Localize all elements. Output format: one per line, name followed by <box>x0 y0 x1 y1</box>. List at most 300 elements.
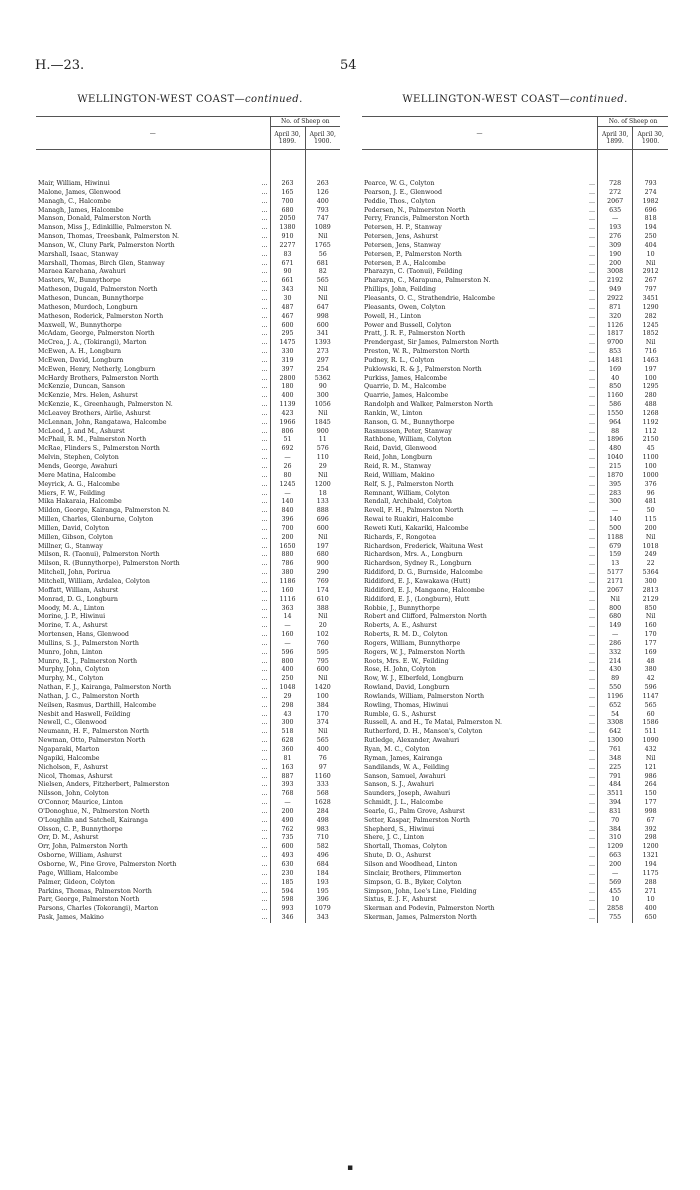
sheep-1899: 880 <box>270 551 305 560</box>
sheep-1900: 680 <box>316 551 329 559</box>
leader-dots: ... <box>261 728 268 736</box>
sheep-1900: 112 <box>644 427 657 435</box>
leader-dots: ... <box>589 480 596 488</box>
table-row <box>362 525 668 534</box>
holder-name: Melvin, Stephen, Colyton ... <box>36 454 270 463</box>
sheep-1900: 174 <box>316 586 329 594</box>
holder-name: O'Connor, Maurice, Linton ... <box>36 799 270 808</box>
holder-name: Rogers, W. J., Palmerston North ... <box>362 649 598 658</box>
leader-dots: ... <box>589 834 596 842</box>
holder-name: Purkiss, James, Halcombe ... <box>362 375 598 384</box>
leader-dots: ... <box>589 392 596 400</box>
holder-name: Schmidt, J. L., Halcombe ... <box>362 799 598 808</box>
sheep-1900: 647 <box>316 303 329 311</box>
sheep-1899: 276 <box>598 233 633 242</box>
sheep-1900: 511 <box>644 728 657 736</box>
holder-name: Phillips, John, Feilding ... <box>362 286 598 295</box>
leader-dots: ... <box>261 516 268 524</box>
holder-name: Pudney, R. L., Colyton ... <box>362 357 598 366</box>
sheep-1899: 2050 <box>270 215 305 224</box>
sheep-1900: Nil <box>317 675 328 683</box>
table-row <box>362 746 668 755</box>
holder-name: McLennan, John, Rangatawa, Halcombe ... <box>36 419 270 428</box>
holder-name: Setter, Kaspar, Palmerston North ... <box>362 817 598 826</box>
leader-dots: ... <box>589 807 596 815</box>
leader-dots: ... <box>261 268 268 276</box>
table-row <box>362 719 668 728</box>
left-col-1899: April 30, 1899. <box>270 127 305 150</box>
holder-name: Millen, Gibson, Colyton ... <box>36 534 270 543</box>
holder-name: Ngapiki, Halcombe ... <box>36 755 270 764</box>
table-row <box>362 543 668 552</box>
sheep-1899: 484 <box>598 781 633 790</box>
sheep-1900: 1982 <box>642 197 659 205</box>
sheep-1899: 26 <box>270 463 305 472</box>
sheep-1900: 793 <box>644 180 657 188</box>
sheep-1900: 1268 <box>642 409 659 417</box>
table-row <box>36 808 340 817</box>
sheep-1899: 1196 <box>598 693 633 702</box>
leader-dots: ... <box>589 878 596 886</box>
table-row <box>362 684 668 693</box>
sheep-1900: Nil <box>645 754 656 762</box>
sheep-1899: 309 <box>598 242 633 251</box>
sheep-1900: 264 <box>644 781 657 789</box>
leader-dots: ... <box>261 701 268 709</box>
leader-dots: ... <box>261 737 268 745</box>
sheep-1899: 283 <box>598 490 633 499</box>
page-ref: H.—23. <box>35 58 85 73</box>
sheep-1899: 193 <box>598 224 633 233</box>
holder-name: Riddiford, E. J., (Longburn), Hutt ... <box>362 596 598 605</box>
sheep-1899: Nil <box>598 596 633 605</box>
holder-name: Reid, David, Glenwood ... <box>362 445 598 454</box>
holder-name: Pask, James, Makino ... <box>36 914 270 923</box>
holder-name: Pharazyn, C., Marapuna, Palmerston N. ... <box>362 277 598 286</box>
sheep-1900: 284 <box>316 807 329 815</box>
sheep-1900: 48 <box>646 657 655 665</box>
sheep-1899: 159 <box>598 551 633 560</box>
sheep-1899: 586 <box>598 401 633 410</box>
table-row <box>362 277 668 286</box>
leader-dots: ... <box>589 250 596 258</box>
leader-dots: ... <box>589 303 596 311</box>
table-row <box>362 622 668 631</box>
table-row <box>362 534 668 543</box>
sheep-1900: 696 <box>316 516 329 524</box>
sheep-1900: 396 <box>316 896 329 904</box>
sheep-1899: 490 <box>270 817 305 826</box>
table-row <box>36 375 340 384</box>
holder-name: Orr, D. M., Ashurst ... <box>36 834 270 843</box>
table-row <box>36 675 340 684</box>
table-row <box>362 490 668 499</box>
holder-name: Parsons, Charles (Tokorangi), Marton ... <box>36 905 270 914</box>
table-row <box>36 622 340 631</box>
table-row <box>36 834 340 843</box>
leader-dots: ... <box>261 339 268 347</box>
sheep-1899: 1188 <box>598 534 633 543</box>
sheep-1900: 681 <box>316 259 329 267</box>
leader-dots: ... <box>589 436 596 444</box>
sheep-1899: 263 <box>270 150 305 189</box>
sheep-1900: 343 <box>316 914 329 922</box>
sheep-1899: 1160 <box>598 392 633 401</box>
holder-name: Reid, William, Makino ... <box>362 472 598 481</box>
leader-dots: ... <box>589 737 596 745</box>
sheep-1899: 671 <box>270 260 305 269</box>
table-row <box>362 428 668 437</box>
leader-dots: ... <box>589 427 596 435</box>
table-row <box>36 215 340 224</box>
holder-name: Matheson, Duncan, Bunnythorpe ... <box>36 295 270 304</box>
sheep-1899: 1380 <box>270 224 305 233</box>
sheep-1900: 888 <box>316 507 329 515</box>
holder-name: McKenzie, K., Greenhaugh, Palmerston N. ... <box>36 401 270 410</box>
sheep-1899: 30 <box>270 295 305 304</box>
holder-name: Rasmussen, Peter, Stanway ... <box>362 428 598 437</box>
holder-name: Osborne, William, Ashurst ... <box>36 852 270 861</box>
holder-name: Meyrick, A. G., Halcombe ... <box>36 481 270 490</box>
table-row <box>36 781 340 790</box>
sheep-1899: 80 <box>270 472 305 481</box>
sheep-1900: 610 <box>316 595 329 603</box>
holder-name: Mullins, S. J., Palmerston North ... <box>36 640 270 649</box>
sheep-1899: — <box>598 631 633 640</box>
sheep-1899: 215 <box>598 463 633 472</box>
leader-dots: ... <box>261 356 268 364</box>
table-row <box>36 490 340 499</box>
leader-dots: ... <box>261 480 268 488</box>
sheep-1899: 467 <box>270 313 305 322</box>
table-row <box>36 649 340 658</box>
sheep-1900: 1018 <box>642 542 659 550</box>
holder-name: Rankin, W., Linton ... <box>362 410 598 419</box>
table-row <box>36 366 340 375</box>
sheep-1899: 735 <box>270 834 305 843</box>
table-row <box>362 150 668 189</box>
table-row <box>362 693 668 702</box>
leader-dots: ... <box>589 215 596 223</box>
sheep-1899: 853 <box>598 348 633 357</box>
table-row <box>362 224 668 233</box>
holder-name: O'Loughlin and Satchell, Kairanga ... <box>36 817 270 826</box>
holder-name: Monrad, D. G., Longburn ... <box>36 596 270 605</box>
table-row <box>362 790 668 799</box>
sheep-1899: 169 <box>598 366 633 375</box>
leader-dots: ... <box>261 807 268 815</box>
holder-name: Mitchell, John, Porirua ... <box>36 569 270 578</box>
holder-name: Rathbone, William, Colyton ... <box>362 436 598 445</box>
sheep-1900: 565 <box>316 277 329 285</box>
leader-dots: ... <box>261 445 268 453</box>
sheep-1899: 910 <box>270 233 305 242</box>
sheep-1900: 1175 <box>642 869 659 877</box>
sheep-1899: 761 <box>598 746 633 755</box>
sheep-1899: 214 <box>598 658 633 667</box>
holder-name: Millen, Charles, Glenburne, Colyton ... <box>36 516 270 525</box>
sheep-1900: 1160 <box>314 772 331 780</box>
leader-dots: ... <box>261 772 268 780</box>
sheep-1899: 1139 <box>270 401 305 410</box>
leader-dots: ... <box>589 790 596 798</box>
leader-dots: ... <box>589 356 596 364</box>
leader-dots: ... <box>261 675 268 683</box>
holder-name: Olsson, C. P., Bunnythorpe ... <box>36 826 270 835</box>
sheep-1900: 710 <box>316 834 329 842</box>
leader-dots: ... <box>589 339 596 347</box>
holder-name: Rumble, G. S., Ashurst ... <box>362 711 598 720</box>
sheep-1900: 1192 <box>642 418 659 426</box>
holder-name: Mitchell, William, Ardalea, Colyton ... <box>36 578 270 587</box>
sheep-1899: 295 <box>270 330 305 339</box>
sheep-1900: 2813 <box>642 586 659 594</box>
leader-dots: ... <box>261 409 268 417</box>
sheep-1900: 200 <box>644 524 657 532</box>
holder-name: Mortensen, Hans, Glenwood ... <box>36 631 270 640</box>
leader-dots: ... <box>261 631 268 639</box>
holder-name: Rogers, William, Bunnythorpe ... <box>362 640 598 649</box>
sheep-1900: 300 <box>644 577 657 585</box>
leader-dots: ... <box>589 684 596 692</box>
sheep-1900: 267 <box>644 277 657 285</box>
leader-dots: ... <box>261 569 268 577</box>
table-row <box>362 737 668 746</box>
leader-dots: ... <box>589 754 596 762</box>
holder-name: Richardson, Frederick, Waituna West ... <box>362 543 598 552</box>
sheep-1900: 2150 <box>642 436 659 444</box>
sheep-1899: 768 <box>270 790 305 799</box>
sheep-1900: 20 <box>318 622 327 630</box>
holder-name: Pearce, W. G., Colyton ... <box>362 150 598 189</box>
sheep-1900: 96 <box>646 489 655 497</box>
table-row <box>36 207 340 216</box>
leader-dots: ... <box>589 905 596 913</box>
sheep-1900: Nil <box>317 533 328 541</box>
holder-name: McAdam, George, Palmerston North ... <box>36 330 270 339</box>
holder-name: Row, W. J., Elberfeld, Longburn ... <box>362 675 598 684</box>
left-sheep-table <box>36 116 340 923</box>
holder-name: McHardy Brothers, Palmerston North ... <box>36 375 270 384</box>
holder-name: Rose, H. John, Colyton ... <box>362 666 598 675</box>
holder-name: McKenzie, Duncan, Sanson ... <box>36 383 270 392</box>
leader-dots: ... <box>261 657 268 665</box>
table-row <box>362 896 668 905</box>
table-row <box>362 472 668 481</box>
leader-dots: ... <box>589 675 596 683</box>
sheep-1900: Nil <box>645 533 656 541</box>
holder-name: Pleasants, Owen, Colyton ... <box>362 304 598 313</box>
sheep-1899: 679 <box>598 543 633 552</box>
leader-dots: ... <box>261 197 268 205</box>
sheep-1900: 170 <box>316 710 329 718</box>
right-col-1899: April 30, 1899. <box>598 127 633 150</box>
leader-dots: ... <box>261 666 268 674</box>
sheep-1899: 1475 <box>270 339 305 348</box>
sheep-1900: 565 <box>316 737 329 745</box>
holder-name: Searle, G., Palm Grove, Ashurst ... <box>362 808 598 817</box>
leader-dots: ... <box>589 409 596 417</box>
sheep-1900: 67 <box>646 816 655 824</box>
holder-name: Sandilands, W. A., Feilding ... <box>362 764 598 773</box>
leader-dots: ... <box>589 613 596 621</box>
holder-name: Shute, D. O., Ashurst ... <box>362 852 598 861</box>
sheep-1899: 394 <box>598 799 633 808</box>
table-row <box>36 498 340 507</box>
table-row <box>362 560 668 569</box>
sheep-1899: 160 <box>270 587 305 596</box>
table-row <box>362 596 668 605</box>
sheep-1900: 576 <box>316 445 329 453</box>
table-row <box>36 507 340 516</box>
table-row <box>362 808 668 817</box>
holder-name: Pratt, J. R. F., Palmerston North ... <box>362 330 598 339</box>
leader-dots: ... <box>261 180 268 188</box>
table-row <box>362 375 668 384</box>
holder-name: Rutherford, D. H., Manson's, Colyton ... <box>362 728 598 737</box>
sheep-1900: 341 <box>316 330 329 338</box>
holder-name: Perry, Francis, Palmerston North ... <box>362 215 598 224</box>
holder-name: McEwen, A. H., Longburn ... <box>36 348 270 357</box>
sheep-1899: 1209 <box>598 843 633 852</box>
sheep-1900: 254 <box>316 365 329 373</box>
leader-dots: ... <box>261 206 268 214</box>
sheep-1899: 200 <box>270 808 305 817</box>
leader-dots: ... <box>261 604 268 612</box>
holder-name: Skerman, James, Palmerston North ... <box>362 914 598 923</box>
leader-dots: ... <box>261 542 268 550</box>
leader-dots: ... <box>589 604 596 612</box>
holder-name: Parkins, Thomas, Palmerston North ... <box>36 888 270 897</box>
table-row <box>36 914 340 923</box>
holder-name: Pharazyn, C. (Taonui), Feilding ... <box>362 268 598 277</box>
left-title-text: WELLINGTON-WEST COAST— <box>77 94 245 105</box>
leader-dots: ... <box>589 860 596 868</box>
leader-dots: ... <box>589 224 596 232</box>
holder-name: Munro, R. J., Palmerston North ... <box>36 658 270 667</box>
holder-name: Riddiford, E. J., Mangaone, Halcombe ... <box>362 587 598 596</box>
sheep-1900: 300 <box>316 392 329 400</box>
holder-name: Reweti Kuti, Kakariki, Halcombe ... <box>362 525 598 534</box>
sheep-1900: 488 <box>644 401 657 409</box>
leader-dots: ... <box>589 197 596 205</box>
sheep-1900: 1765 <box>314 241 331 249</box>
sheep-1900: 600 <box>316 321 329 329</box>
sheep-1899: 1116 <box>270 596 305 605</box>
sheep-1900: 596 <box>644 684 657 692</box>
sheep-1900: 298 <box>644 834 657 842</box>
table-row <box>362 605 668 614</box>
sheep-1900: 1200 <box>314 480 331 488</box>
leader-dots: ... <box>589 710 596 718</box>
sheep-1900: 10 <box>646 896 655 904</box>
sheep-1899: 3308 <box>598 719 633 728</box>
sheep-1900: 998 <box>644 807 657 815</box>
holder-name: Richards, F., Rongotea ... <box>362 534 598 543</box>
holder-name: Robbie, J., Bunnythorpe ... <box>362 605 598 614</box>
holder-name: Marshall, Isaac, Stanway ... <box>36 251 270 260</box>
leader-dots: ... <box>261 560 268 568</box>
leader-dots: ... <box>589 365 596 373</box>
table-row <box>362 852 668 861</box>
sheep-1899: 1186 <box>270 578 305 587</box>
holder-name: Osborne, W., Pine Grove, Palmerston North ... <box>36 861 270 870</box>
sheep-1899: 423 <box>270 410 305 419</box>
leader-dots: ... <box>261 463 268 471</box>
sheep-1900: 650 <box>644 914 657 922</box>
table-row <box>36 870 340 879</box>
holder-name: Shortall, Thomas, Colyton ... <box>362 843 598 852</box>
table-row <box>36 896 340 905</box>
sheep-1900: 45 <box>646 445 655 453</box>
left-name-header: — <box>36 117 270 150</box>
holder-name: Milson, R. (Taonui), Palmerston North ... <box>36 551 270 560</box>
sheep-1899: 332 <box>598 649 633 658</box>
sheep-1900: 716 <box>644 348 657 356</box>
leader-dots: ... <box>589 259 596 267</box>
holder-name: McLeod, J. and M., Ashurst ... <box>36 428 270 437</box>
table-row <box>362 870 668 879</box>
leader-dots: ... <box>589 657 596 665</box>
table-row <box>362 516 668 525</box>
sheep-1900: 193 <box>316 878 329 886</box>
sheep-1900: 197 <box>316 542 329 550</box>
sheep-1899: 569 <box>598 879 633 888</box>
table-row <box>362 905 668 914</box>
holder-name: Preston, W. R., Palmerston North ... <box>362 348 598 357</box>
right-sheep-table <box>362 116 668 923</box>
leader-dots: ... <box>261 754 268 762</box>
sheep-1900: Nil <box>317 613 328 621</box>
table-row <box>36 861 340 870</box>
sheep-1899: 81 <box>270 755 305 764</box>
table-row <box>362 242 668 251</box>
sheep-1899: 140 <box>270 498 305 507</box>
holder-name: Remnant, William, Colyton ... <box>362 490 598 499</box>
sheep-1900: 100 <box>644 463 657 471</box>
sheep-1900: 160 <box>644 622 657 630</box>
holder-name: Rowlands, William, Palmerston North ... <box>362 693 598 702</box>
leader-dots: ... <box>589 489 596 497</box>
holder-name: Rowling, Thomas, Hiwinui ... <box>362 702 598 711</box>
holder-name: Mildon, George, Kairanga, Palmerston N. ... <box>36 507 270 516</box>
table-row <box>36 339 340 348</box>
left-group-header: No. of Sheep on <box>270 117 340 127</box>
holder-name: Petersen, H. P., Stanway ... <box>362 224 598 233</box>
holder-name: Simpson, G. B., Byker, Colyton ... <box>362 879 598 888</box>
sheep-1899: 200 <box>270 534 305 543</box>
sheep-1900: 194 <box>644 860 657 868</box>
sheep-1900: 1200 <box>642 843 659 851</box>
leader-dots: ... <box>261 188 268 196</box>
holder-name: Nathan, J. C., Palmerston North ... <box>36 693 270 702</box>
table-row <box>36 905 340 914</box>
right-table-body <box>362 150 668 923</box>
sheep-1899: 2171 <box>598 578 633 587</box>
leader-dots: ... <box>261 436 268 444</box>
sheep-1900: Nil <box>317 233 328 241</box>
sheep-1899: 200 <box>598 861 633 870</box>
sheep-1899: 163 <box>270 764 305 773</box>
leader-dots: ... <box>589 586 596 594</box>
leader-dots: ... <box>261 852 268 860</box>
leader-dots: ... <box>261 595 268 603</box>
table-row <box>36 658 340 667</box>
table-row <box>362 843 668 852</box>
sheep-1900: 177 <box>644 799 657 807</box>
sheep-1899: 149 <box>598 622 633 631</box>
holder-name: McRae, Flinders S., Palmerston North ... <box>36 445 270 454</box>
